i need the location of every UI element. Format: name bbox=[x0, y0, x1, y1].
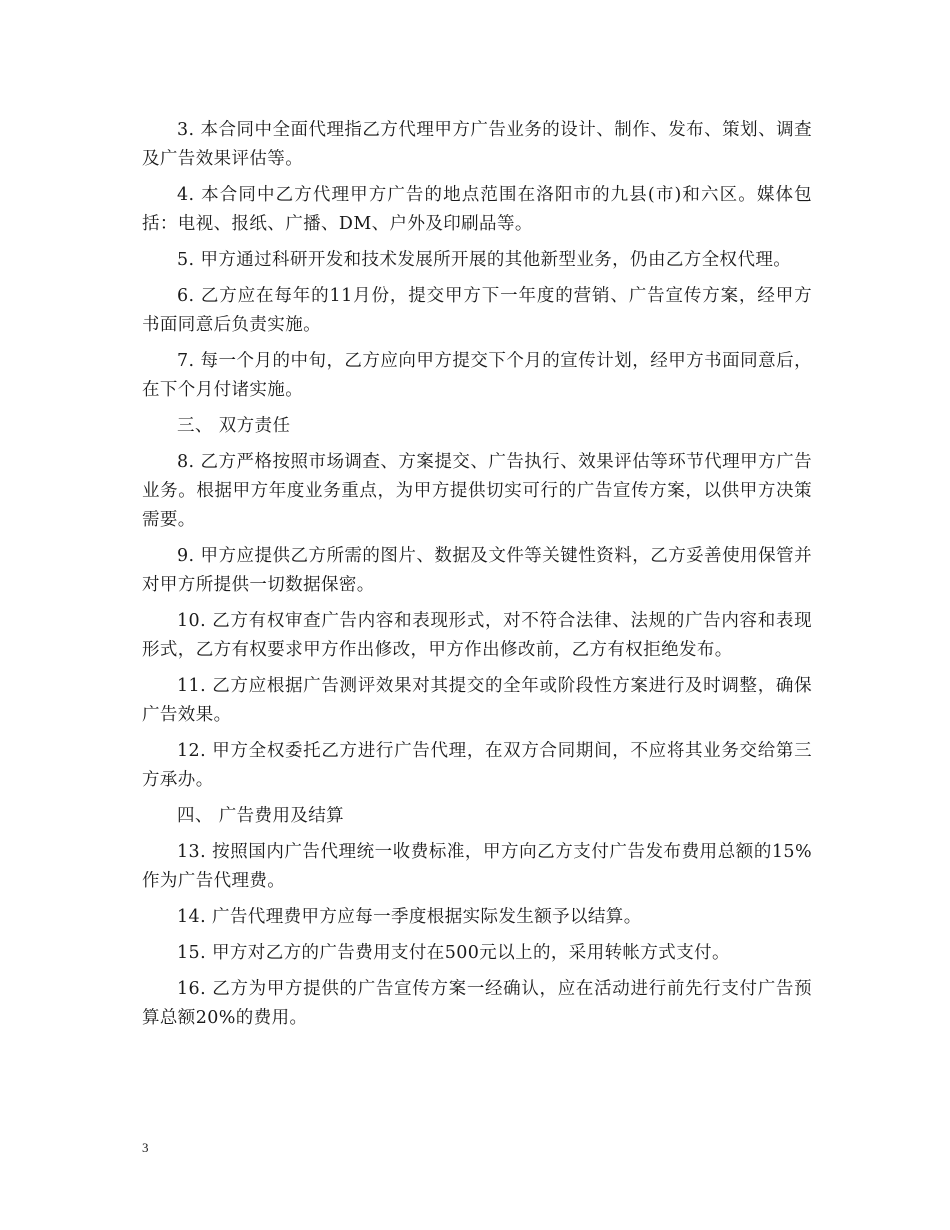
clause-6: 6. 乙方应在每年的11月份，提交甲方下一年度的营销、广告宣传方案，经甲方书面同意后负责实施。 bbox=[142, 286, 812, 335]
clause-10: 10. 乙方有权审查广告内容和表现形式，对不符合法律、法规的广告内容和表现形式，乙方有权要求甲方作出修改，甲方作出修改前，乙方有权拒绝发布。 bbox=[142, 611, 812, 660]
clause-3: 3. 本合同中全面代理指乙方代理甲方广告业务的设计、制作、发布、策划、调查及广告效果评估等。 bbox=[142, 120, 812, 169]
clause-13: 13. 按照国内广告代理统一收费标准，甲方向乙方支付广告发布费用总额的15%作为广告代理费。 bbox=[142, 842, 812, 891]
clause-4: 4. 本合同中乙方代理甲方广告的地点范围在洛阳市的九县(市)和六区。媒体包括：电视、报纸、广播、DM、户外及印刷品等。 bbox=[142, 185, 812, 234]
section-heading-responsibilities: 三、 双方责任 bbox=[177, 416, 291, 436]
page-number: 3 bbox=[142, 1140, 149, 1155]
clause-7: 7. 每一个月的中旬，乙方应向甲方提交下个月的宣传计划，经甲方书面同意后，在下个月付诸实施。 bbox=[142, 351, 812, 400]
document-body bbox=[142, 116, 812, 1040]
clause-8: 8. 乙方严格按照市场调查、方案提交、广告执行、效果评估等环节代理甲方广告业务。根据甲方年度业务重点，为甲方提供切实可行的广告宣传方案，以供甲方决策需要。 bbox=[142, 452, 812, 530]
section-heading-fees: 四、 广告费用及结算 bbox=[177, 806, 345, 826]
clause-14: 14. 广告代理费甲方应每一季度根据实际发生额予以结算。 bbox=[177, 907, 642, 927]
clause-9: 9. 甲方应提供乙方所需的图片、数据及文件等关键性资料，乙方妥善使用保管并对甲方所提供一切数据保密。 bbox=[142, 546, 812, 595]
clause-11: 11. 乙方应根据广告测评效果对其提交的全年或阶段性方案进行及时调整，确保广告效果。 bbox=[142, 676, 812, 725]
clause-15: 15. 甲方对乙方的广告费用支付在500元以上的，采用转帐方式支付。 bbox=[177, 943, 730, 963]
clause-16: 16. 乙方为甲方提供的广告宣传方案一经确认，应在活动进行前先行支付广告预算总额20%的费用。 bbox=[142, 979, 812, 1028]
clause-5: 5. 甲方通过科研开发和技术发展所开展的其他新型业务，仍由乙方全权代理。 bbox=[177, 250, 792, 270]
clause-12: 12. 甲方全权委托乙方进行广告代理，在双方合同期间，不应将其业务交给第三方承办。 bbox=[142, 741, 812, 790]
